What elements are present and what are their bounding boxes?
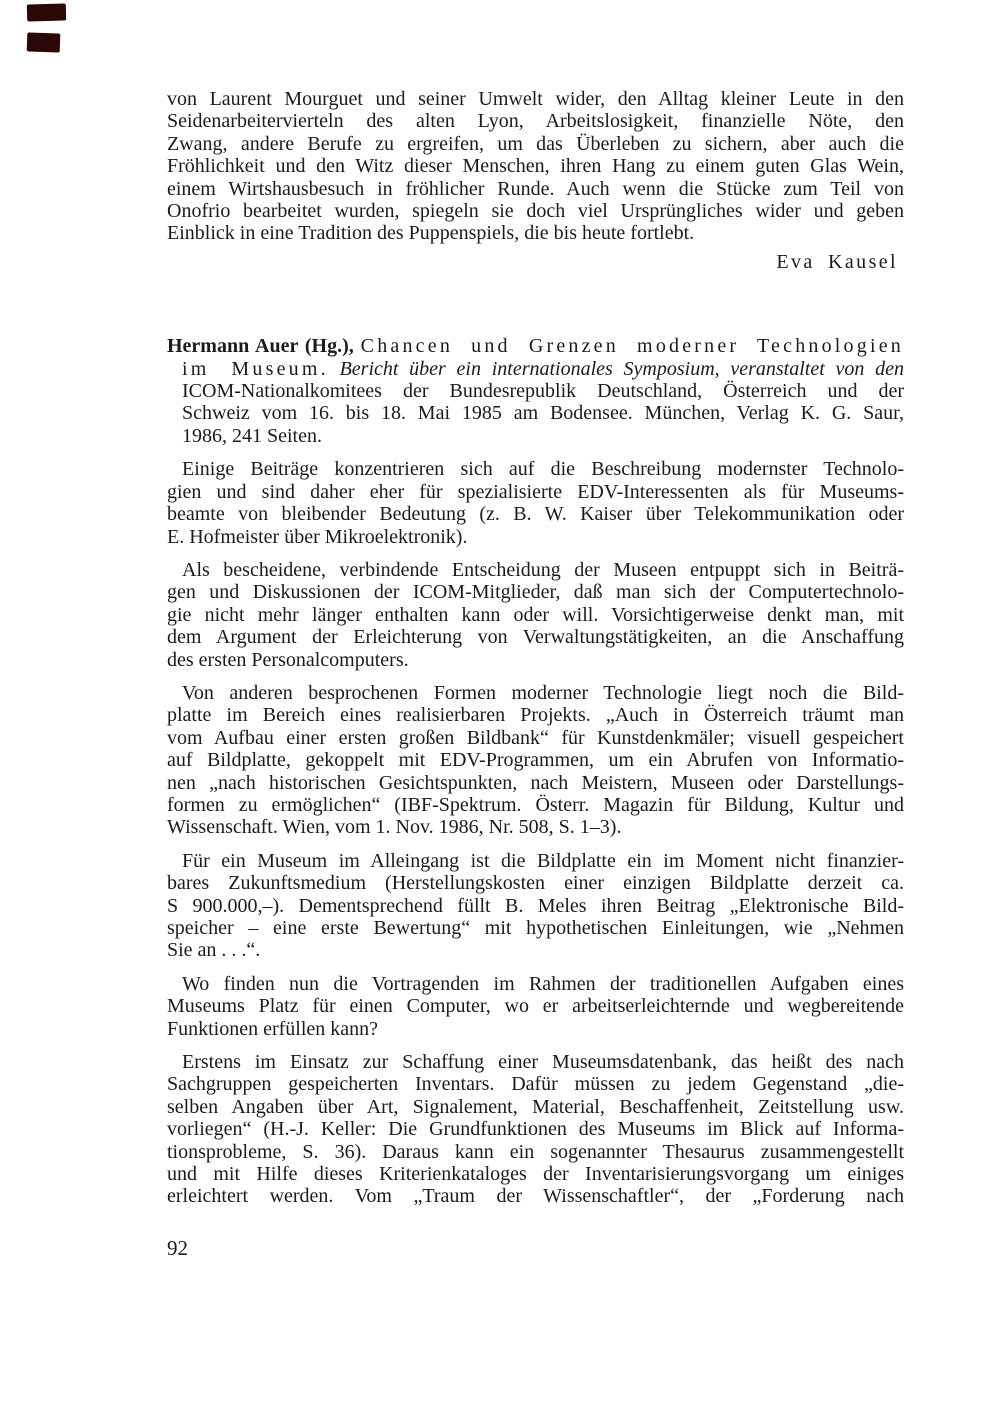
review-paragraph [167,458,904,548]
text-line: selben Angaben über Art, Signalement, Material, Beschaffenheit, Zeitstellung usw. [167,1095,904,1118]
text-line: gien und sind daher eher für spezialisierte EDV-Interessenten als für Museums- [167,480,904,503]
page-number: 92 [167,1236,188,1260]
text-line: Wo finden nun die Vortragenden im Rahmen der traditionellen Aufgaben eines [182,972,904,995]
bib-subtitle-italic: Bericht über ein internationales Symposium, veranstaltet von den [339,357,904,380]
text-line: gie nicht mehr länger enthalten kann oder will. Vorsichtigerweise denkt man, mit [167,603,904,626]
text-line: platte im Bereich eines realisierbaren Projekts. „Auch in Österreich träumt man [167,704,904,727]
scan-artifact-mark-bottom [27,32,61,52]
text-line: erleichtert werden. Vom „Traum der Wissenschaftler“, der „Forderung nach [167,1185,904,1208]
text-line: Sachgruppen gespeicherten Inventars. Dafür müssen zu jedem Gegenstand „die- [167,1073,904,1096]
bib-title-part2: im Museum. [182,357,329,380]
bibliography-line [167,335,904,357]
text-line: speicher – eine erste Bewertung“ mit hypothetischen Einleitungen, wie „Nehmen [167,917,904,939]
text-line: Zwang, andere Berufe zu ergreifen, um das Überleben zu sichern, aber auch die [167,132,904,155]
text-line: Onofrio bearbeitet wurden, spiegeln sie doch viel Ursprüngliches wider und geben [167,200,904,223]
text-line: auf Bildplatte, gekoppelt mit EDV-Programmen, um ein Abrufen von Informatio- [167,749,904,772]
text-line: einem Wirtshausbesuch in fröhlicher Runde. Auch wenn die Stücke zum Teil von [167,177,904,200]
text-line: Wissenschaft. Wien, vom 1. Nov. 1986, Nr. 508, S. 1–3). [167,816,622,839]
text-line: Fröhlichkeit und den Witz dieser Menschen, ihren Hang zu einem guten Glas Wein, [167,155,904,178]
review-paragraph [167,682,904,839]
scan-artifact-mark-top [27,3,66,21]
text-line: nen „nach historischen Gesichtspunkten, nach Meistern, Museen oder Darstellungs- [167,771,904,794]
text-line: tionsprobleme, S. 36). Daraus kann ein sogenannter Thesaurus zusammengestellt [167,1140,904,1163]
review-paragraph [167,1051,904,1208]
review-paragraph-continuation [167,88,904,245]
text-line: von Laurent Mourguet und seiner Umwelt wider, den Alltag kleiner Leute in den [167,88,904,110]
bibliography-line: 1986, 241 Seiten. [182,424,322,447]
text-line: E. Hofmeister über Mikroelektronik). [167,525,468,548]
text-line: und mit Hilfe dieses Kriterienkataloges der Inventarisierungsvorgang um einiges [167,1163,904,1186]
review-paragraph [167,973,904,1040]
text-column [167,88,904,1208]
text-line: des ersten Personalcomputers. [167,648,409,671]
text-line: Von anderen besprochenen Formen moderner Technologie liegt noch die Bild- [182,681,904,704]
text-line: gen und Diskussionen der ICOM-Mitglieder, daß man sich der Computertechnolo- [167,581,904,604]
text-line: Einige Beiträge konzentrieren sich auf die Beschreibung modernster Technolo- [182,458,904,481]
text-line: Einblick in eine Tradition des Puppenspiels, die bis heute fortlebt. [167,222,695,245]
bibliography-line: ICOM-Nationalkomitees der Bundesrepublik Deutschland, Österreich und der [182,380,904,403]
text-line: S 900.000,–). Dementsprechend füllt B. Meles ihren Beitrag „Elektronische Bild- [167,894,904,917]
text-line: Für ein Museum im Alleingang ist die Bildplatte ein im Moment nicht finanzier- [182,849,904,872]
text-line: Als bescheidene, verbindende Entscheidung der Museen entpuppt sich in Beiträ- [182,558,904,581]
text-line: Funktionen erfüllen kann? [167,1017,379,1040]
review-author-signature: Eva Kausel [776,250,898,273]
text-line: Museums Platz für einen Computer, wo er arbeitserleichternde und wegbereitende [167,995,904,1018]
text-line: Seidenarbeitervierteln des alten Lyon, Arbeitslosigkeit, finanzielle Nöte, den [167,110,904,133]
text-line: vorliegen“ (H.-J. Keller: Die Grundfunktionen des Museums im Blick auf Informa- [167,1118,904,1141]
text-line: formen zu ermöglichen“ (IBF-Spektrum. Österr. Magazin für Bildung, Kultur und [167,793,904,816]
bibliography-entry [167,335,904,447]
bibliography-line: Schweiz vom 16. bis 18. Mai 1985 am Bodensee. München, Verlag K. G. Saur, [182,402,904,425]
bibliography-line [167,358,904,380]
review-paragraph [167,850,904,962]
review-paragraph [167,559,904,671]
text-line: dem Argument der Erleichterung von Verwaltungstätigkeiten, an die Anschaffung [167,626,904,649]
text-line: beamte von bleibender Bedeutung (z. B. W. Kaiser über Telekommunikation oder [167,503,904,526]
bib-title-part1: Chancen und Grenzen moderner Technologien [360,335,904,358]
bib-editor-name: Hermann Auer (Hg.), [167,335,354,358]
text-line: vom Aufbau einer ersten großen Bildbank“ für Kunstdenkmäler; visuell gespeichert [167,726,904,749]
text-line: Sie an . . .“. [167,939,261,962]
text-line: bares Zukunftsmedium (Herstellungskosten einer einzigen Bildplatte derzeit ca. [167,872,904,895]
text-line: Erstens im Einsatz zur Schaffung einer Museumsdatenbank, das heißt des nach [182,1051,904,1074]
